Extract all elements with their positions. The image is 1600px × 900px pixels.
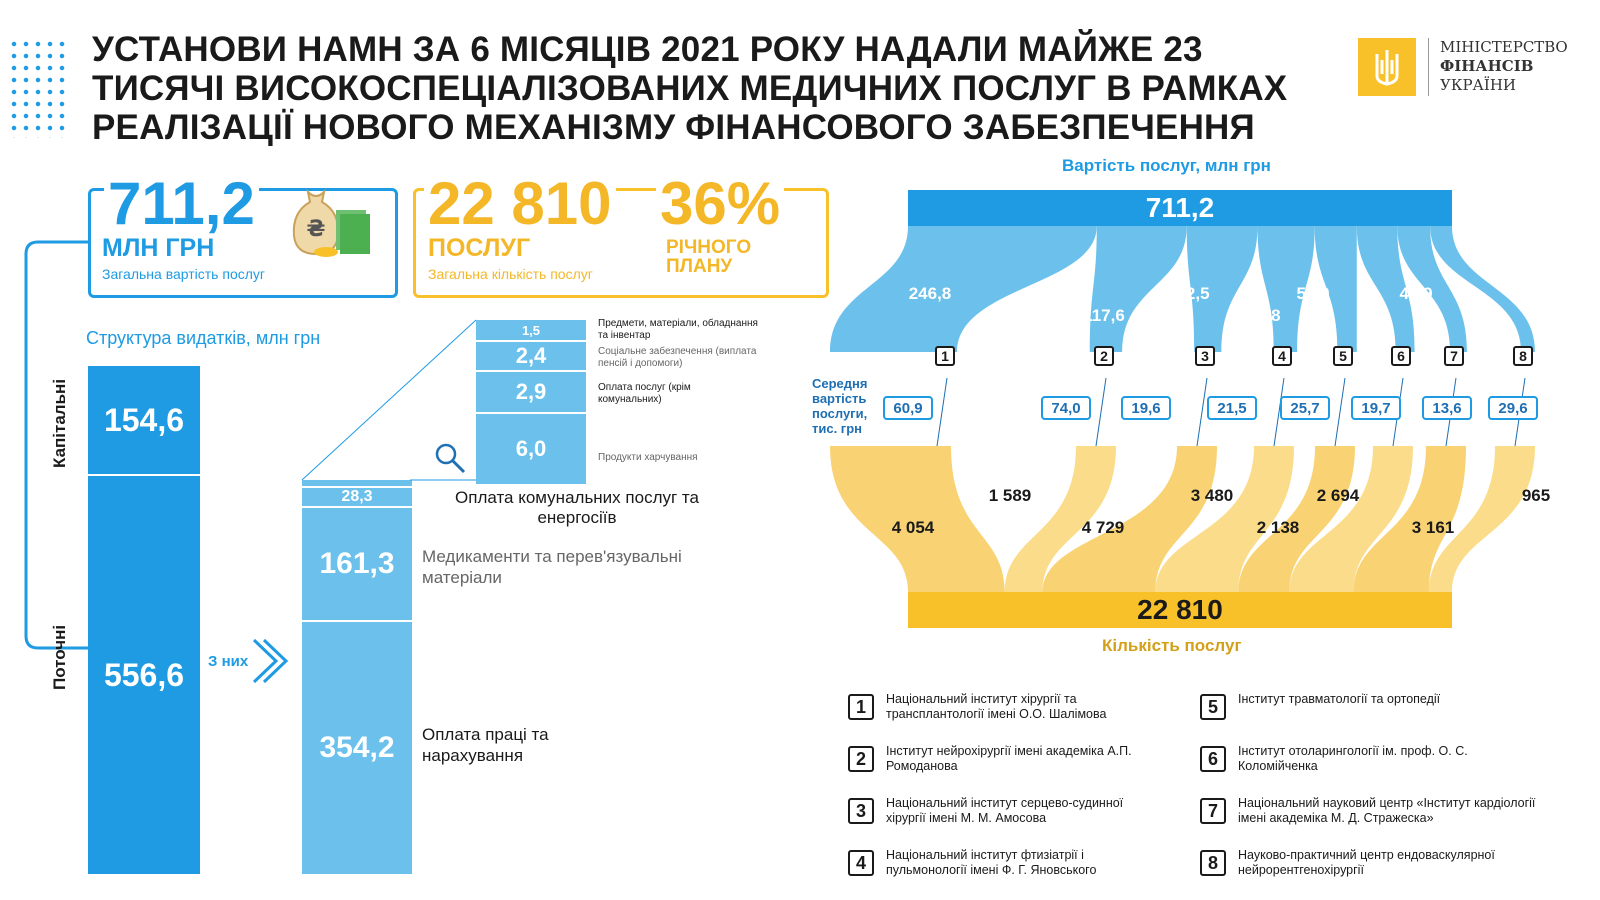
money-bag-icon (278, 172, 374, 267)
avg-cost-pill-5: 25,7 (1280, 396, 1330, 420)
food-label: Продукти харчування (598, 452, 698, 463)
logo-line-2: ФІНАНСІВ (1440, 57, 1534, 75)
institute-badge-6: 6 (1391, 346, 1411, 366)
count-label-8: 965 (1521, 486, 1551, 505)
count-label-6: 2 694 (1316, 486, 1360, 505)
cost-label-3: 92,5 (1176, 284, 1210, 303)
institute-badge-4: 4 (1272, 346, 1292, 366)
cost-total-bar: 711,2 (908, 190, 1452, 226)
legend-text-8: Науково-практичний центр ендоваскулярної нейрорентгенохірургії (1238, 848, 1495, 877)
count-label-4: 3 480 (1190, 486, 1234, 505)
structure-title: Структура видатків, млн грн (86, 328, 321, 348)
salary-bar: 354,2 (302, 622, 412, 874)
legend-number-5: 5 (1200, 694, 1226, 720)
legend-number-4: 4 (848, 850, 874, 876)
connector-line-5 (1335, 378, 1345, 446)
institute-badge-8: 8 (1513, 346, 1533, 366)
cost-label-1: 246,8 (908, 284, 952, 303)
avg-cost-pill-3: 19,6 (1121, 396, 1171, 420)
connector-line-2 (1096, 378, 1106, 446)
decorative-dots (8, 38, 70, 138)
legend-number-2: 2 (848, 746, 874, 772)
capital-label: Капітальні (50, 378, 69, 468)
institute-badge-5: 5 (1333, 346, 1353, 366)
logo-line-3: УКРАЇНИ (1440, 76, 1516, 94)
count-label-3: 4 729 (1081, 518, 1125, 537)
connector-line-3 (1197, 378, 1207, 446)
of-them-label: З них (208, 653, 249, 670)
food-bar: 6,0 (476, 414, 586, 484)
legend-text-7: Національний науковий центр «Інститут кардіології імені академіка М. Д. Стражеска» (1238, 796, 1536, 825)
legend-number-7: 7 (1200, 798, 1226, 824)
current-label: Поточні (50, 624, 69, 690)
count-flow-title: Кількість послуг (1102, 636, 1242, 655)
cost-label-6: 53,0 (1356, 306, 1390, 325)
legend-text-4: Національний інститут фтизіатрії і пульмонології імені Ф. Г. Яновського (886, 848, 1097, 877)
legend-text-5: Інститут травматології та ортопедії (1238, 692, 1441, 706)
total-value: 711,2 (104, 174, 259, 234)
connector-line-1 (937, 378, 947, 446)
services-paid-label: Оплата послуг (крім комунальних) (598, 382, 691, 405)
services-value: 22 810 (424, 174, 616, 234)
institute-badge-3: 3 (1195, 346, 1215, 366)
services-paid-bar: 2,9 (476, 372, 586, 412)
count-label-5: 2 138 (1256, 518, 1300, 537)
cost-flow-title: Вартість послуг, млн грн (1062, 156, 1271, 175)
avg-cost-pill-8: 29,6 (1488, 396, 1538, 420)
chevron-right-icon (248, 636, 292, 686)
institute-badge-2: 2 (1094, 346, 1114, 366)
cost-label-5: 55,0 (1296, 284, 1330, 303)
cost-label-7: 42,9 (1399, 284, 1433, 303)
plan-unit: РІЧНОГО ПЛАНУ (666, 237, 752, 277)
count-label-7: 3 161 (1411, 518, 1455, 537)
total-unit: МЛН ГРН (102, 234, 215, 262)
social-bar: 2,4 (476, 342, 586, 370)
page-title: УСТАНОВИ НАМН ЗА 6 МІСЯЦІВ 2021 РОКУ НАДАЛИ МАЙЖЕ 23 ТИСЯЧІ ВИСОКОСПЕЦІАЛІЗОВАНИХ МЕДИЧНИХ ПОСЛУГ В РАМКАХ РЕАЛІЗАЦІЇ НОВОГО МЕХАНІЗМУ ФІНАНСОВОГО ЗАБЕЗПЕЧЕННЯ (92, 30, 1288, 147)
ministry-name (1440, 38, 1568, 95)
trident-icon (1358, 38, 1416, 96)
utilities-bar: 28,3 (302, 488, 412, 506)
avg-cost-label: Середня вартість послуги, тис. грн (812, 376, 868, 436)
medicines-label: Медикаменти та перев'язувальні матеріали (422, 547, 682, 587)
legend-text-3: Національний інститут серцево-судинної хірургії імені М. М. Амосова (886, 796, 1124, 825)
legend-number-6: 6 (1200, 746, 1226, 772)
svg-text:₴: ₴ (306, 217, 326, 242)
cost-label-8: 28,6 (1469, 306, 1503, 325)
avg-cost-pill-2: 74,0 (1041, 396, 1091, 420)
legend-number-3: 3 (848, 798, 874, 824)
services-unit: ПОСЛУГ (428, 234, 531, 262)
institute-badge-1: 1 (935, 346, 955, 366)
inventory-bar: 1,5 (476, 320, 586, 340)
medicines-bar: 161,3 (302, 508, 412, 620)
count-total-bar: 22 810 (908, 592, 1452, 628)
count-label-2: 1 589 (988, 486, 1032, 505)
avg-cost-pill-6: 19,7 (1351, 396, 1401, 420)
legend-text-1: Національний інститут хірургії та трансплантології імені О.О. Шалімова (886, 692, 1107, 721)
total-caption: Загальна вартість послуг (102, 266, 266, 282)
magnifier-icon (432, 440, 468, 476)
legend-text-6: Інститут отоларингології ім. проф. О. С. Коломійченка (1238, 744, 1468, 773)
avg-cost-pill-1: 60,9 (883, 396, 933, 420)
capital-bar: 154,6 (88, 366, 200, 474)
logo-separator (1428, 38, 1429, 96)
cost-label-2: 117,6 (1083, 306, 1125, 325)
count-label-1: 4 054 (891, 518, 935, 537)
logo-line-1: МІНІСТЕРСТВО (1440, 38, 1568, 56)
plan-value: 36% (656, 174, 784, 234)
institute-badge-7: 7 (1444, 346, 1464, 366)
current-bar: 556,6 (88, 476, 200, 874)
inventory-label: Предмети, матеріали, обладнання та інвентар (598, 318, 758, 341)
legend-number-1: 1 (848, 694, 874, 720)
utilities-label: Оплата комунальних послуг та енергосіїв (455, 488, 699, 527)
ministry-logo (1358, 38, 1416, 96)
avg-cost-pill-4: 21,5 (1207, 396, 1257, 420)
legend-number-8: 8 (1200, 850, 1226, 876)
cost-label-4: 74,8 (1247, 306, 1281, 325)
social-label: Соціальне забезпечення (виплата пенсій і допомоги) (598, 346, 757, 369)
salary-label: Оплата праці та нарахування (422, 725, 549, 765)
avg-cost-pill-7: 13,6 (1422, 396, 1472, 420)
legend-text-2: Інститут нейрохірургії імені академіка А.П. Ромоданова (886, 744, 1132, 773)
services-caption: Загальна кількість послуг (428, 266, 593, 282)
